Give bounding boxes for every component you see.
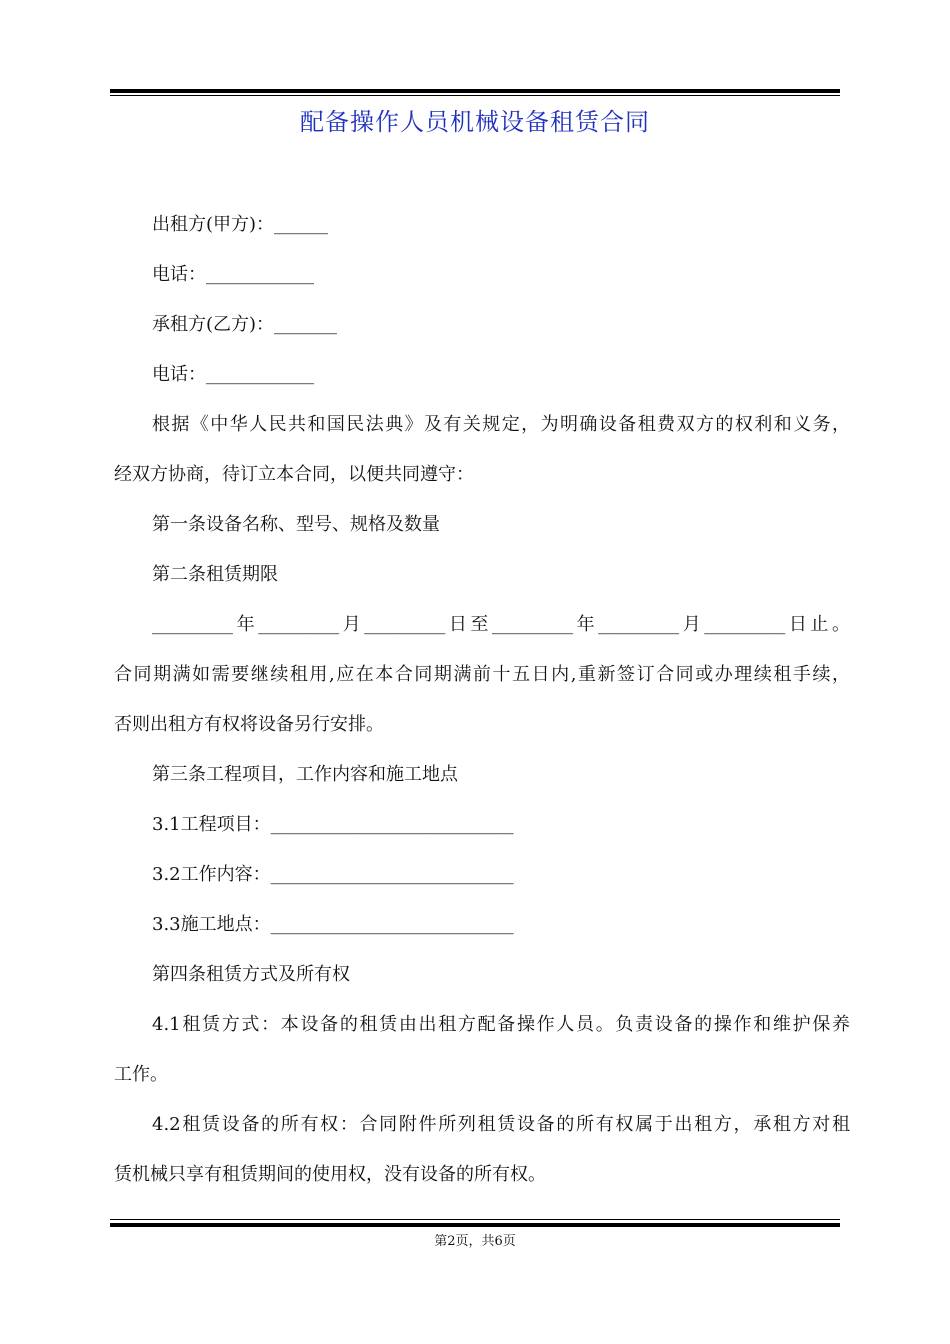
- article-1-heading: 第一条设备名称、型号、规格及数量: [152, 514, 440, 535]
- footer-rule-thin: [110, 1219, 840, 1220]
- document-body: [114, 200, 850, 1200]
- article-2-heading: 第二条租赁期限: [152, 564, 278, 585]
- item-4-1-line-1: 4.1租赁方式：本设备的租赁由出租方配备操作人员。负责设备的操作和维护保养: [152, 1014, 850, 1035]
- lessor-line: 出租方(甲方)：______: [152, 214, 329, 235]
- item-4-2-line-1: 4.2租赁设备的所有权：合同附件所列租赁设备的所有权属于出租方，承租方对租: [152, 1114, 850, 1135]
- intro-line-1: 根据《中华人民共和国民法典》及有关规定，为明确设备租费双方的权利和义务，: [152, 414, 850, 435]
- item-4-2-line-2: 赁机械只享有租赁期间的使用权，没有设备的所有权。: [114, 1164, 546, 1185]
- item-4-1-line-2: 工作。: [114, 1064, 168, 1085]
- item-3-3: 3.3施工地点：___________________________: [152, 914, 514, 935]
- page-number: 第2页，共6页: [434, 1234, 516, 1249]
- document-title: 配备操作人员机械设备租赁合同: [300, 108, 650, 136]
- article-4-heading: 第四条租赁方式及所有权: [152, 964, 350, 985]
- renewal-line-2: 否则出租方有权将设备另行安排。: [114, 714, 384, 735]
- item-3-2: 3.2工作内容：___________________________: [152, 864, 514, 885]
- header-rule-thick: [110, 89, 840, 93]
- article-3-heading: 第三条工程项目，工作内容和施工地点: [152, 764, 458, 785]
- lessee-line: 承租方(乙方)：_______: [152, 314, 338, 335]
- item-3-1: 3.1工程项目：___________________________: [152, 814, 514, 835]
- lease-period-line: _________年_________月_________日至_________年_________月_________日止。: [152, 614, 850, 635]
- lessee-phone-line: 电话：____________: [152, 364, 314, 385]
- header-rule-thin: [110, 95, 840, 96]
- footer-rule-thick: [110, 1223, 840, 1227]
- intro-line-2: 经双方协商，待订立本合同，以便共同遵守：: [114, 464, 474, 485]
- renewal-line-1: 合同期满如需要继续租用,应在本合同期满前十五日内,重新签订合同或办理续租手续，: [114, 664, 850, 685]
- lessor-phone-line: 电话：____________: [152, 264, 314, 285]
